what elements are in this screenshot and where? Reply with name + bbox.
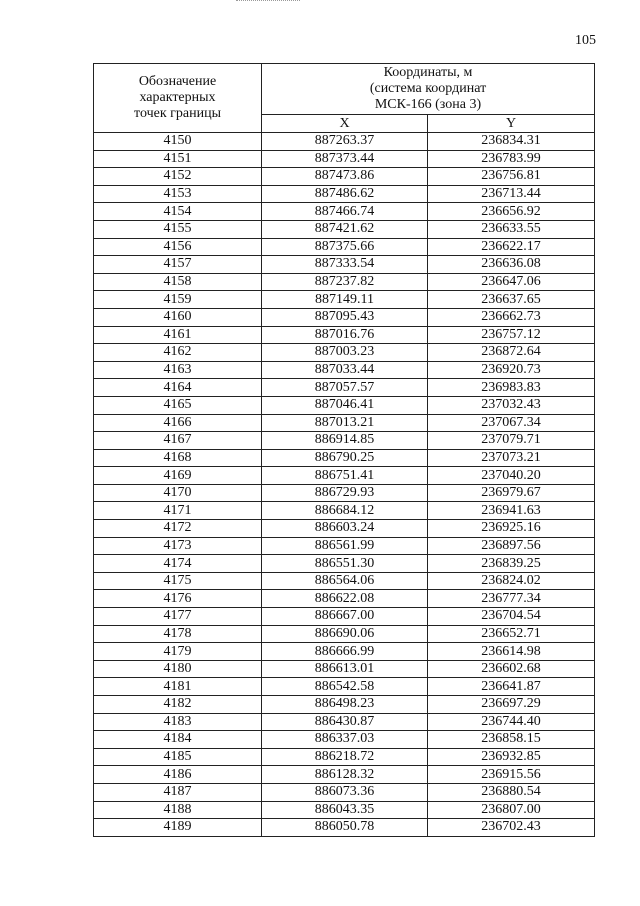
x-coordinate-cell: 886564.06 xyxy=(262,572,428,590)
x-coordinate-cell: 886218.72 xyxy=(262,748,428,766)
point-id-cell: 4158 xyxy=(94,273,262,291)
point-id-cell: 4156 xyxy=(94,238,262,256)
table-row xyxy=(94,643,595,661)
x-coordinate-cell: 886667.00 xyxy=(262,608,428,626)
x-coordinate-cell: 886128.32 xyxy=(262,766,428,784)
table-row xyxy=(94,520,595,538)
point-id-cell: 4150 xyxy=(94,133,262,151)
y-coordinate-cell: 236872.64 xyxy=(428,344,595,362)
point-id-cell: 4172 xyxy=(94,520,262,538)
y-coordinate-cell: 236858.15 xyxy=(428,731,595,749)
point-id-cell: 4185 xyxy=(94,748,262,766)
x-coordinate-cell: 886613.01 xyxy=(262,660,428,678)
y-coordinate-cell: 236702.43 xyxy=(428,819,595,837)
y-coordinate-cell: 236602.68 xyxy=(428,660,595,678)
y-coordinate-cell: 236979.67 xyxy=(428,484,595,502)
point-id-cell: 4154 xyxy=(94,203,262,221)
point-id-cell: 4153 xyxy=(94,185,262,203)
table-row xyxy=(94,308,595,326)
table-row xyxy=(94,819,595,837)
x-coordinate-cell: 886561.99 xyxy=(262,537,428,555)
x-coordinate-cell: 887333.54 xyxy=(262,256,428,274)
y-coordinate-cell: 237067.34 xyxy=(428,414,595,432)
y-coordinate-cell: 236983.83 xyxy=(428,379,595,397)
x-coordinate-cell: 887237.82 xyxy=(262,273,428,291)
y-coordinate-cell: 236777.34 xyxy=(428,590,595,608)
point-id-cell: 4155 xyxy=(94,220,262,238)
x-coordinate-cell: 887486.62 xyxy=(262,185,428,203)
table-row xyxy=(94,625,595,643)
table-row xyxy=(94,396,595,414)
y-coordinate-cell: 236897.56 xyxy=(428,537,595,555)
y-coordinate-cell: 237079.71 xyxy=(428,432,595,450)
x-coordinate-cell: 887013.21 xyxy=(262,414,428,432)
point-id-cell: 4151 xyxy=(94,150,262,168)
x-coordinate-cell: 886337.03 xyxy=(262,731,428,749)
header-coords-line-1: Координаты, м xyxy=(383,65,473,80)
table-row xyxy=(94,185,595,203)
y-coordinate-cell: 236614.98 xyxy=(428,643,595,661)
y-coordinate-cell: 236915.56 xyxy=(428,766,595,784)
x-coordinate-cell: 886729.93 xyxy=(262,484,428,502)
header-coords-line-2: (система координат xyxy=(369,81,487,96)
y-coordinate-cell: 236647.06 xyxy=(428,273,595,291)
point-id-cell: 4162 xyxy=(94,344,262,362)
point-id-cell: 4168 xyxy=(94,449,262,467)
table-row xyxy=(94,379,595,397)
point-id-cell: 4175 xyxy=(94,572,262,590)
header-point-line-2: характерных xyxy=(139,90,216,105)
table-row xyxy=(94,256,595,274)
x-coordinate-cell: 886622.08 xyxy=(262,590,428,608)
table-row xyxy=(94,133,595,151)
table-row xyxy=(94,502,595,520)
point-id-cell: 4182 xyxy=(94,696,262,714)
x-coordinate-cell: 887003.23 xyxy=(262,344,428,362)
x-coordinate-cell: 886542.58 xyxy=(262,678,428,696)
table-row xyxy=(94,203,595,221)
page-number: 105 xyxy=(575,33,596,48)
table-row xyxy=(94,537,595,555)
y-coordinate-cell: 236807.00 xyxy=(428,801,595,819)
x-coordinate-cell: 887466.74 xyxy=(262,203,428,221)
table-row xyxy=(94,291,595,309)
y-coordinate-cell: 236662.73 xyxy=(428,308,595,326)
x-coordinate-cell: 887095.43 xyxy=(262,308,428,326)
x-coordinate-cell: 886666.99 xyxy=(262,643,428,661)
coordinates-table xyxy=(93,63,595,837)
table-row xyxy=(94,344,595,362)
table-row xyxy=(94,783,595,801)
x-coordinate-cell: 886751.41 xyxy=(262,467,428,485)
table-row xyxy=(94,678,595,696)
point-id-cell: 4188 xyxy=(94,801,262,819)
header-y: Y xyxy=(428,115,595,133)
header-point-line-3: точек границы xyxy=(134,106,221,121)
point-id-cell: 4163 xyxy=(94,361,262,379)
point-id-cell: 4178 xyxy=(94,625,262,643)
table-row xyxy=(94,361,595,379)
x-coordinate-cell: 887373.44 xyxy=(262,150,428,168)
point-id-cell: 4164 xyxy=(94,379,262,397)
x-coordinate-cell: 886073.36 xyxy=(262,783,428,801)
table-row xyxy=(94,326,595,344)
scan-artifact xyxy=(236,0,300,3)
point-id-cell: 4169 xyxy=(94,467,262,485)
point-id-cell: 4170 xyxy=(94,484,262,502)
header-x: X xyxy=(262,115,428,133)
point-id-cell: 4189 xyxy=(94,819,262,837)
header-row xyxy=(94,64,595,115)
table-row xyxy=(94,608,595,626)
table-row xyxy=(94,748,595,766)
point-id-cell: 4181 xyxy=(94,678,262,696)
point-id-cell: 4171 xyxy=(94,502,262,520)
point-id-cell: 4177 xyxy=(94,608,262,626)
table-row xyxy=(94,414,595,432)
point-id-cell: 4173 xyxy=(94,537,262,555)
x-coordinate-cell: 887375.66 xyxy=(262,238,428,256)
y-coordinate-cell: 236622.17 xyxy=(428,238,595,256)
y-coordinate-cell: 236633.55 xyxy=(428,220,595,238)
x-coordinate-cell: 886790.25 xyxy=(262,449,428,467)
x-coordinate-cell: 886603.24 xyxy=(262,520,428,538)
x-coordinate-cell: 886684.12 xyxy=(262,502,428,520)
table-row xyxy=(94,432,595,450)
point-id-cell: 4157 xyxy=(94,256,262,274)
table-row xyxy=(94,572,595,590)
point-id-cell: 4167 xyxy=(94,432,262,450)
y-coordinate-cell: 236834.31 xyxy=(428,133,595,151)
table-row xyxy=(94,449,595,467)
x-coordinate-cell: 886043.35 xyxy=(262,801,428,819)
table-row xyxy=(94,660,595,678)
point-id-cell: 4161 xyxy=(94,326,262,344)
y-coordinate-cell: 237073.21 xyxy=(428,449,595,467)
point-id-cell: 4179 xyxy=(94,643,262,661)
y-coordinate-cell: 236880.54 xyxy=(428,783,595,801)
x-coordinate-cell: 887421.62 xyxy=(262,220,428,238)
y-coordinate-cell: 237032.43 xyxy=(428,396,595,414)
header-point-line-1: Обозначение xyxy=(138,74,217,89)
y-coordinate-cell: 236697.29 xyxy=(428,696,595,714)
table-row xyxy=(94,220,595,238)
y-coordinate-cell: 236925.16 xyxy=(428,520,595,538)
x-coordinate-cell: 886551.30 xyxy=(262,555,428,573)
y-coordinate-cell: 236637.65 xyxy=(428,291,595,309)
point-id-cell: 4174 xyxy=(94,555,262,573)
y-coordinate-cell: 236783.99 xyxy=(428,150,595,168)
x-coordinate-cell: 886050.78 xyxy=(262,819,428,837)
x-coordinate-cell: 886498.23 xyxy=(262,696,428,714)
table-row xyxy=(94,590,595,608)
y-coordinate-cell: 236920.73 xyxy=(428,361,595,379)
table-row xyxy=(94,713,595,731)
y-coordinate-cell: 236744.40 xyxy=(428,713,595,731)
y-coordinate-cell: 236656.92 xyxy=(428,203,595,221)
point-id-cell: 4159 xyxy=(94,291,262,309)
x-coordinate-cell: 886690.06 xyxy=(262,625,428,643)
table-row xyxy=(94,484,595,502)
x-coordinate-cell: 886430.87 xyxy=(262,713,428,731)
y-coordinate-cell: 236757.12 xyxy=(428,326,595,344)
y-coordinate-cell: 236713.44 xyxy=(428,185,595,203)
table-row xyxy=(94,467,595,485)
point-id-cell: 4184 xyxy=(94,731,262,749)
x-coordinate-cell: 887046.41 xyxy=(262,396,428,414)
table-row xyxy=(94,801,595,819)
header-coordinates xyxy=(262,64,595,115)
point-id-cell: 4187 xyxy=(94,783,262,801)
header-point-designation xyxy=(94,64,262,133)
y-coordinate-cell: 236641.87 xyxy=(428,678,595,696)
x-coordinate-cell: 887263.37 xyxy=(262,133,428,151)
y-coordinate-cell: 237040.20 xyxy=(428,467,595,485)
point-id-cell: 4166 xyxy=(94,414,262,432)
table-row xyxy=(94,273,595,291)
y-coordinate-cell: 236932.85 xyxy=(428,748,595,766)
point-id-cell: 4183 xyxy=(94,713,262,731)
point-id-cell: 4160 xyxy=(94,308,262,326)
point-id-cell: 4152 xyxy=(94,168,262,186)
table-row xyxy=(94,150,595,168)
point-id-cell: 4180 xyxy=(94,660,262,678)
table-row xyxy=(94,555,595,573)
y-coordinate-cell: 236839.25 xyxy=(428,555,595,573)
x-coordinate-cell: 887033.44 xyxy=(262,361,428,379)
table-row xyxy=(94,238,595,256)
table-row xyxy=(94,766,595,784)
y-coordinate-cell: 236636.08 xyxy=(428,256,595,274)
point-id-cell: 4165 xyxy=(94,396,262,414)
y-coordinate-cell: 236824.02 xyxy=(428,572,595,590)
header-coords-line-3: МСК-166 (зона 3) xyxy=(374,97,482,112)
point-id-cell: 4176 xyxy=(94,590,262,608)
x-coordinate-cell: 887016.76 xyxy=(262,326,428,344)
x-coordinate-cell: 887149.11 xyxy=(262,291,428,309)
y-coordinate-cell: 236704.54 xyxy=(428,608,595,626)
table-row xyxy=(94,731,595,749)
x-coordinate-cell: 887057.57 xyxy=(262,379,428,397)
y-coordinate-cell: 236941.63 xyxy=(428,502,595,520)
table-body xyxy=(94,133,595,837)
table-row xyxy=(94,168,595,186)
x-coordinate-cell: 887473.86 xyxy=(262,168,428,186)
y-coordinate-cell: 236652.71 xyxy=(428,625,595,643)
point-id-cell: 4186 xyxy=(94,766,262,784)
table-row xyxy=(94,696,595,714)
y-coordinate-cell: 236756.81 xyxy=(428,168,595,186)
x-coordinate-cell: 886914.85 xyxy=(262,432,428,450)
